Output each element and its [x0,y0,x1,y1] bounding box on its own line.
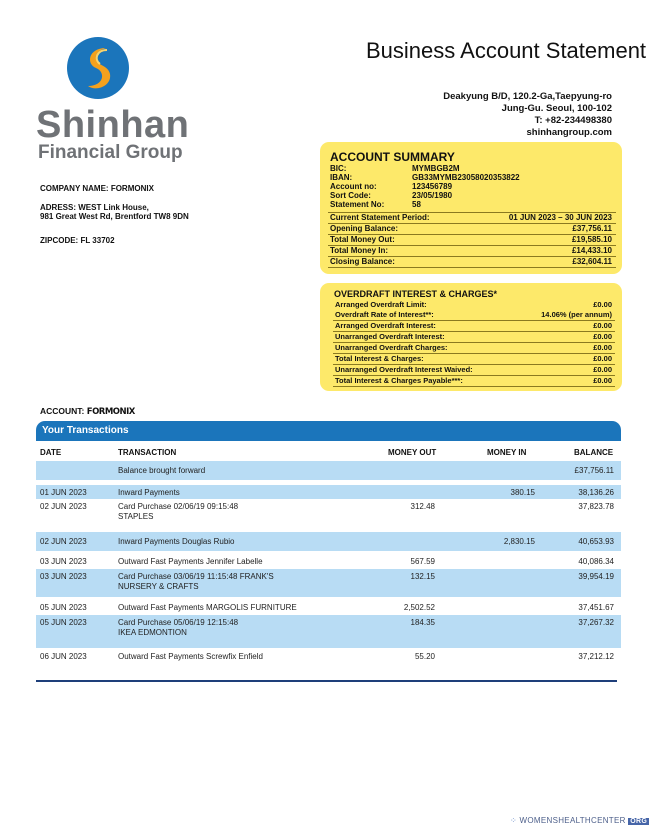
account-summary-title: ACCOUNT SUMMARY [330,150,455,164]
row-money-out: 184.35 [410,618,435,627]
summary-value: £19,585.10 [571,235,612,244]
row-balance: 37,212.12 [578,652,614,661]
company-name: COMPANY NAME: FORMONIX [40,184,154,193]
overdraft-value: £0.00 [593,300,612,309]
table-bottom-rule [36,680,617,682]
account-line [40,406,135,417]
row-date: 01 JUN 2023 [40,488,87,497]
watermark [510,816,649,825]
row-description-line2: NURSERY & CRAFTS [118,582,199,591]
column-balance: BALANCE [574,448,614,457]
overdraft-row [333,342,615,353]
brand-name: Shinhan [36,104,190,146]
row-money-out: 312.48 [410,502,435,511]
bank-address-line1: Deakyung B/D, 120.2-Ga,Taepyung-ro [443,91,612,102]
row-balance: 37,823.78 [578,502,614,511]
row-date: 02 JUN 2023 [40,537,87,546]
row-description: Inward Payments Douglas Rubio [118,537,235,546]
overdraft-row [333,300,615,310]
row-description: Balance brought forward [118,466,206,475]
account-no-label: Account no: [330,182,377,191]
summary-row-opening [328,223,616,234]
column-money-out: MONEY OUT [388,448,437,457]
row-date: 02 JUN 2023 [40,502,87,511]
row-date: 05 JUN 2023 [40,603,87,612]
statement-no-value: 58 [412,200,421,209]
overdraft-value: £0.00 [593,365,612,374]
iban-value: GB33MYMB23058020353822 [412,173,520,182]
overdraft-label: Arranged Overdraft Limit: [335,300,427,309]
overdraft-row [333,364,615,375]
bank-website: shinhangroup.com [526,127,612,138]
row-money-in: 2,830.15 [503,537,535,546]
overdraft-value: £0.00 [593,332,612,341]
summary-row-money-in [328,245,616,256]
row-date: 06 JUN 2023 [40,652,87,661]
row-money-in: 380.15 [510,488,535,497]
summary-label: Total Money Out: [330,235,395,244]
bic-value: MYMBGB2M [412,164,460,173]
company-address-line2: 981 Great West Rd, Brentford TW8 9DN [40,212,189,221]
overdraft-title: OVERDRAFT INTEREST & CHARGES* [334,289,498,299]
watermark-text: WOMENSHEALTHCENTER [519,816,626,825]
overdraft-label: Unarranged Overdraft Charges: [335,343,448,352]
summary-row-closing [328,256,616,268]
overdraft-row [333,331,615,342]
row-balance: £37,756.11 [574,466,614,475]
account-name: FORMONIX [86,407,135,417]
overdraft-row [333,375,615,387]
row-money-out: 567.59 [410,557,435,566]
summary-row-period [328,212,616,223]
sort-code-value: 23/05/1980 [412,191,453,200]
column-money-in: MONEY IN [487,448,527,457]
watermark-dots-icon: ⁘ [510,816,518,825]
summary-value: £32,604.11 [572,257,612,266]
row-description: Card Purchase 05/06/19 12:15:48 [118,618,239,627]
overdraft-label: Total Interest & Charges: [335,354,424,363]
company-zipcode: ZIPCODE: FL 33702 [40,236,115,245]
company-address-line1: ADRESS: WEST Link House, [40,203,149,212]
summary-label: Current Statement Period: [330,213,430,222]
watermark-org: ORG [630,818,648,825]
row-balance: 39,954.19 [578,572,614,581]
row-description: Card Purchase 03/06/19 11:15:48 FRANK'S [118,572,274,581]
overdraft-value: £0.00 [593,376,612,385]
account-label: ACCOUNT: [40,406,85,416]
row-description-line2: STAPLES [118,512,154,521]
overdraft-value: £0.00 [593,354,612,363]
overdraft-row [333,320,615,331]
overdraft-row [333,310,615,320]
row-balance: 37,451.67 [578,603,614,612]
column-date: DATE [40,448,62,457]
iban-label: IBAN: [330,173,353,182]
row-balance: 37,267.32 [578,618,614,627]
row-balance: 40,086.34 [578,557,614,566]
row-date: 03 JUN 2023 [40,557,87,566]
brand-subtitle: Financial Group [38,142,183,163]
bank-address-line2: Jung-Gu. Seoul, 100-102 [501,103,612,114]
document-title: Business Account Statement [366,38,647,63]
row-date: 05 JUN 2023 [40,618,87,627]
overdraft-label: Arranged Overdraft Interest: [335,321,436,330]
row-description: Outward Fast Payments Jennifer Labelle [118,557,263,566]
transactions-header: Your Transactions [42,425,129,436]
summary-label: Opening Balance: [330,224,399,233]
summary-label: Total Money In: [330,246,389,255]
overdraft-value: 14.06% (per annum) [541,310,612,319]
summary-label: Closing Balance: [330,257,395,266]
row-date: 03 JUN 2023 [40,572,87,581]
shinhan-logo-icon [66,36,130,100]
row-money-out: 55.20 [414,652,435,661]
row-description: Inward Payments [118,488,180,497]
bic-label: BIC: [330,164,347,173]
row-description: Outward Fast Payments Screwfix Enfield [118,652,263,661]
overdraft-label: Overdraft Rate of Interest**: [335,310,434,319]
row-description: Card Purchase 02/06/19 09:15:48 [118,502,239,511]
summary-value: £14,433.10 [571,246,612,255]
bank-phone: T: +82-234498380 [534,115,612,126]
sort-code-label: Sort Code: [330,191,371,200]
row-money-out: 2,502.52 [403,603,435,612]
summary-row-money-out [328,234,616,245]
summary-value: 01 JUN 2023 – 30 JUN 2023 [508,213,612,222]
summary-value: £37,756.11 [572,224,612,233]
column-transaction: TRANSACTION [118,448,177,457]
row-description-line2: IKEA EDMONTION [118,628,187,637]
statement-no-label: Statement No: [330,200,385,209]
overdraft-label: Unarranged Overdraft Interest: [335,332,445,341]
row-money-out: 132.15 [410,572,435,581]
account-no-value: 123456789 [412,182,453,191]
overdraft-value: £0.00 [593,321,612,330]
row-balance: 40,653.93 [578,537,614,546]
overdraft-label: Unarranged Overdraft Interest Waived: [335,365,473,374]
overdraft-row [333,353,615,364]
row-description: Outward Fast Payments MARGOLIS FURNITURE [118,603,297,612]
overdraft-label: Total Interest & Charges Payable***: [335,376,463,385]
row-balance: 38,136.26 [578,488,614,497]
overdraft-value: £0.00 [593,343,612,352]
